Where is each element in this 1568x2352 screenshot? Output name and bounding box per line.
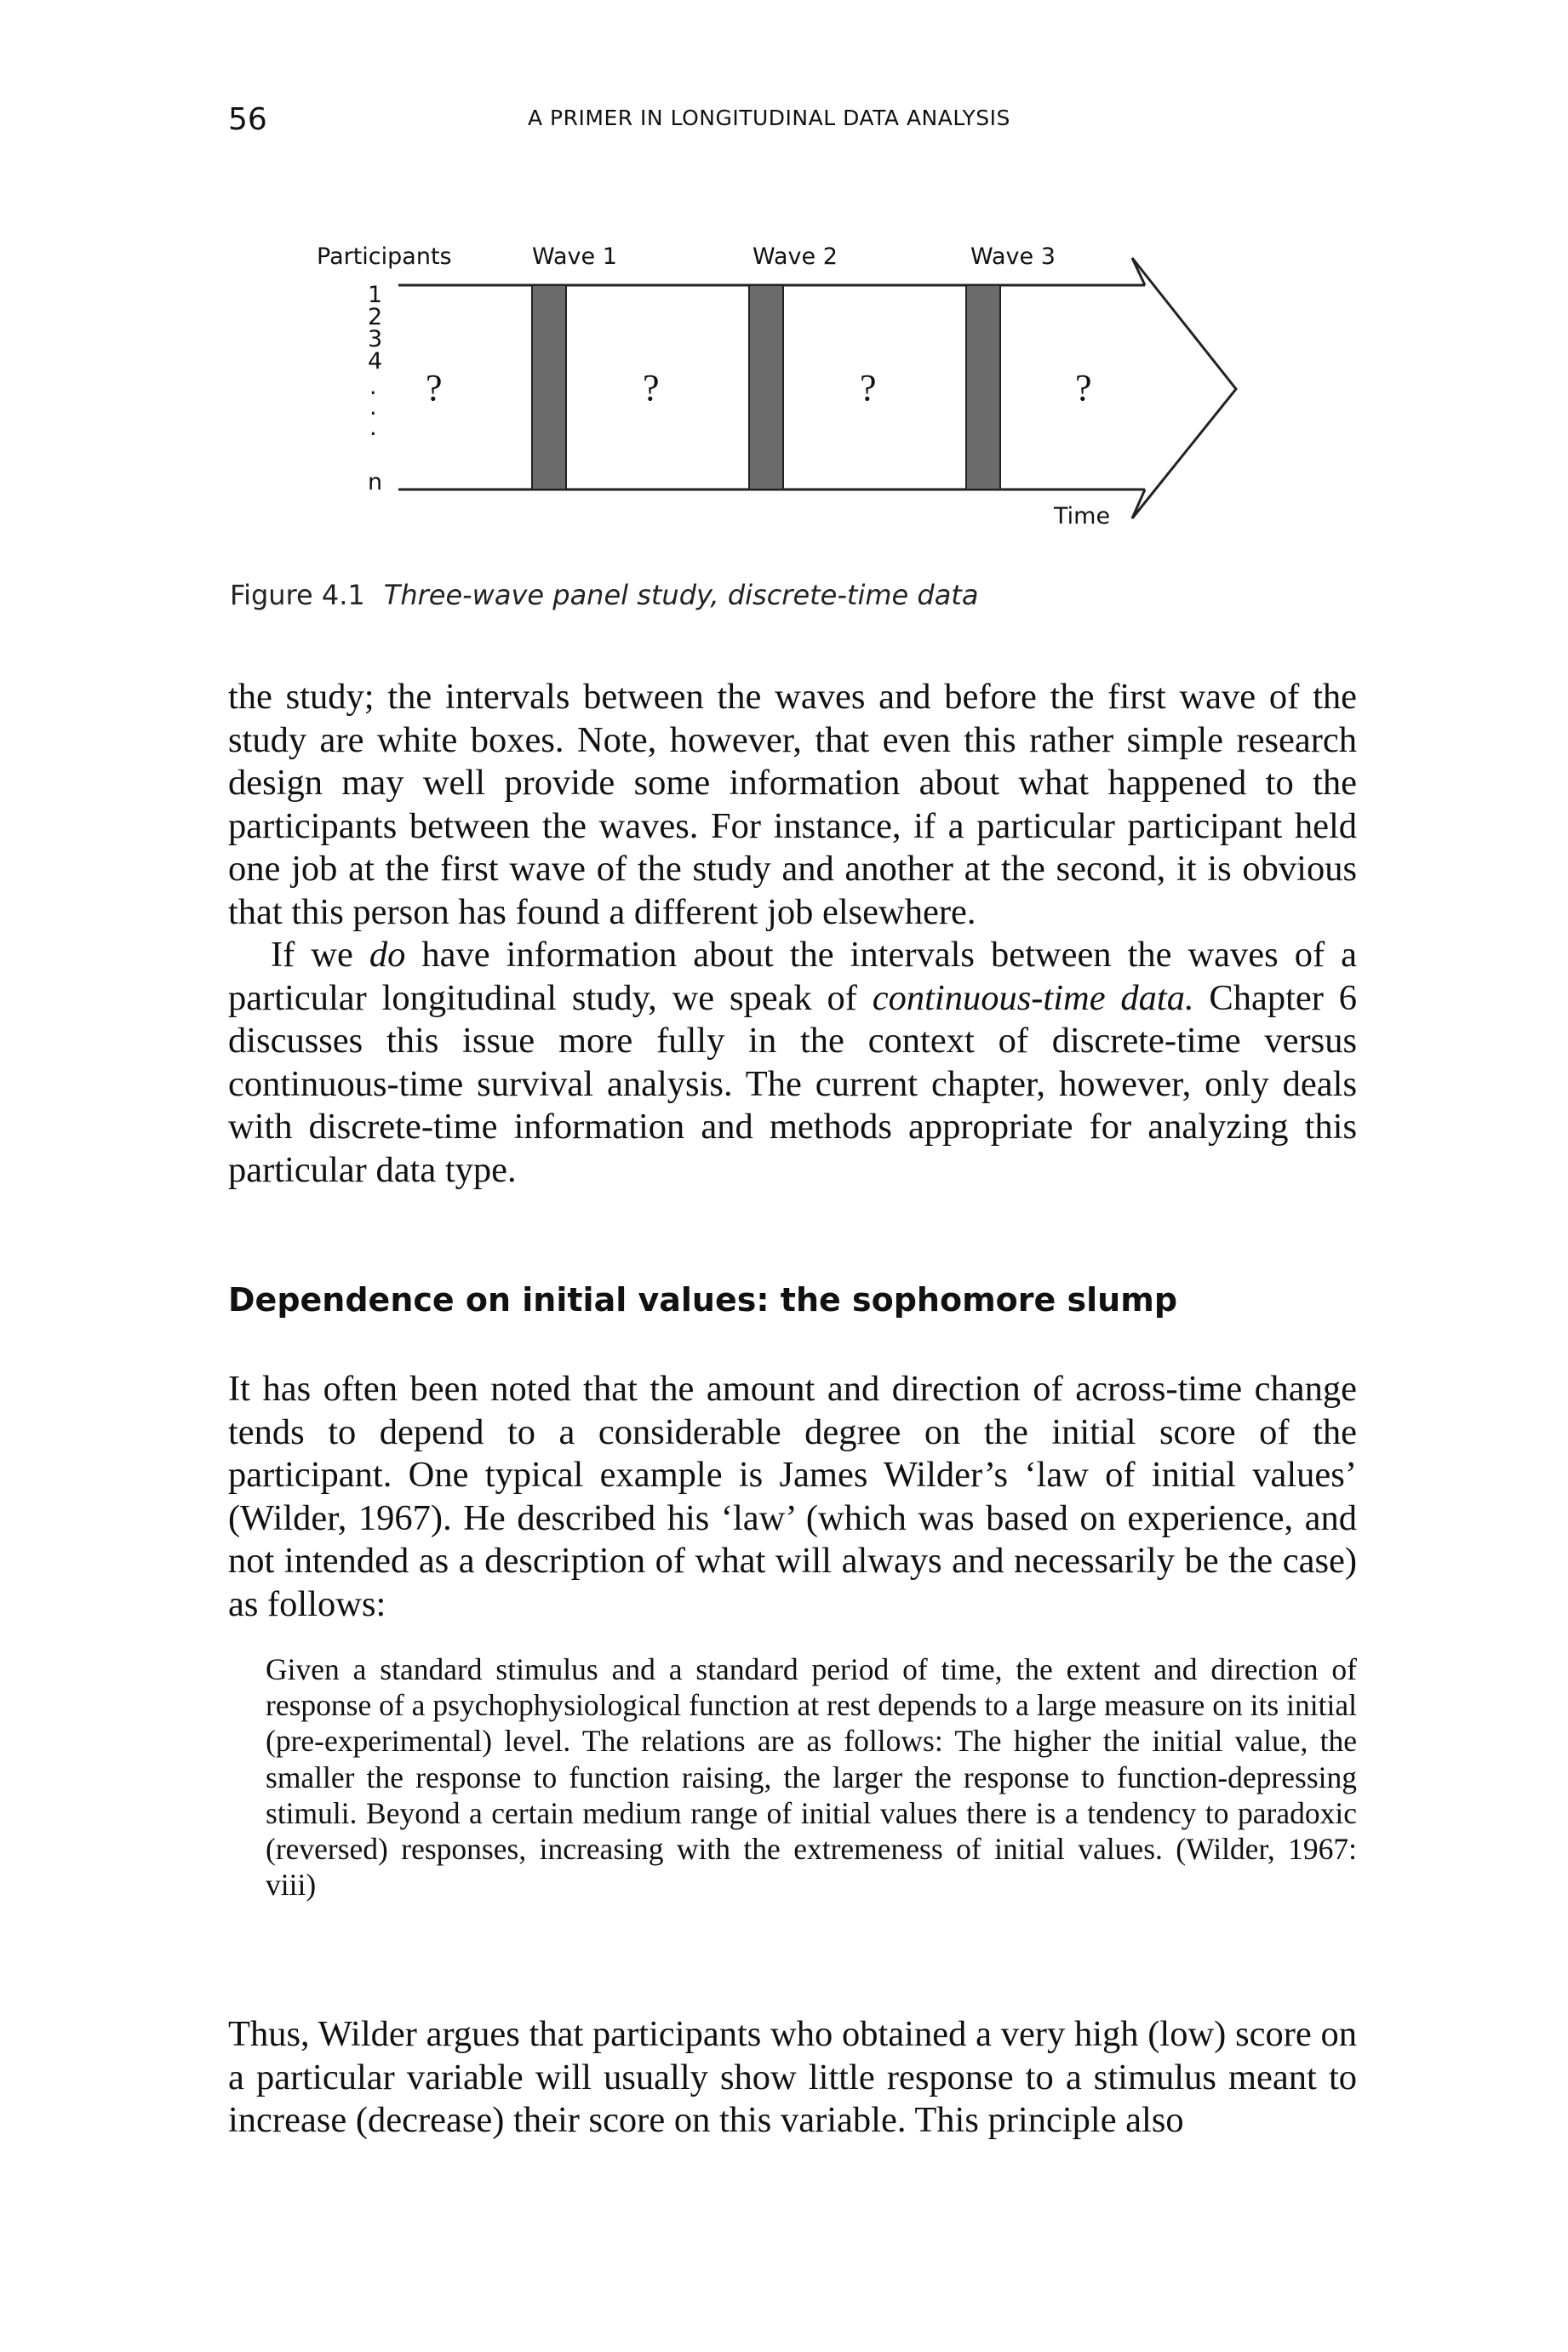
wave-3-label: Wave 3	[970, 243, 1056, 270]
participant-id: 2	[368, 304, 383, 330]
time-label: Time	[1054, 503, 1111, 529]
figure-caption	[230, 579, 978, 611]
para2-emphasis-do: do	[369, 935, 406, 975]
para2-text-b: have information about the intervals between the waves of a particular longitudinal study, we speak of	[228, 935, 1357, 1018]
wave-2-bar	[749, 285, 783, 489]
figure-4-1	[298, 234, 1277, 562]
page-number: 56	[228, 102, 267, 137]
wave-2-label: Wave 2	[753, 243, 838, 270]
time-arrowhead	[1132, 258, 1236, 518]
paragraph-4: Thus, Wilder argues that participants who obtained a very high (low) score on a particular variable will usually show little response to a stimulus meant to increase (decrease) their score on this variable. This principle also	[228, 2014, 1357, 2140]
running-head: A PRIMER IN LONGITUDINAL DATA ANALYSIS	[528, 106, 1010, 130]
para2-text-c: Chapter 6 discusses this issue more fully in the context of discrete-time versus continuous-time survival analysis. The current chapter, however, only deals with discrete-time information and methods appropriate for analyzing this particular data type.	[228, 977, 1357, 1190]
section-heading: Dependence on initial values: the sophomore slump	[228, 1281, 1178, 1319]
participant-id: 1	[368, 282, 383, 308]
participant-id: 3	[368, 326, 383, 352]
paragraph-2	[228, 934, 1357, 1192]
participants-label: Participants	[317, 243, 452, 270]
block-quote: Given a standard stimulus and a standard period of time, the extent and direction of response of a psychophysiological function at rest depends to a large measure on its initial (pre-experimental) level. The relations are as follows: The higher the initial value, the smaller the response to function raising, the larger the response to function-depressing stimuli. Beyond a certain medium range of initial values there is a tendency to paradoxic (reversed) responses, increasing with the extremeness of initial values. (Wilder, 1967: viii)	[266, 1652, 1357, 1903]
para2-emphasis-term: continuous-time data.	[872, 977, 1194, 1018]
paragraph-1: the study; the intervals between the waves and before the first wave of the study are white boxes. Note, however, that even this rather simple research design may well provide some information about what happened to the participants between the waves. For instance, if a particular participant held one job at the first wave of the study and another at the second, it is obvious that this person has found a different job elsewhere.	[228, 677, 1357, 932]
unknown-marker: ?	[860, 367, 877, 409]
participant-id: .	[369, 415, 377, 441]
participant-id: .	[369, 374, 377, 400]
wave-1-bar	[532, 285, 566, 489]
unknown-marker: ?	[1075, 367, 1092, 409]
para2-text-a: If we	[271, 935, 369, 975]
unknown-marker: ?	[426, 367, 443, 409]
wave-3-bar	[966, 285, 1000, 489]
paragraph-3: It has often been noted that the amount and direction of across-time change tends to depend to a considerable degree on the initial score of the participant. One typical example is James Wilder’s ‘law of initial values’ (Wilder, 1967). He described his ‘law’ (which was based on experience, and not intended as a description of what will always and necessarily be the case) as follows:	[228, 1369, 1357, 1624]
unknown-marker: ?	[643, 367, 660, 409]
participant-id: 4	[368, 348, 383, 375]
panel-study-diagram	[298, 234, 1277, 558]
caption-label: Figure 4.1	[230, 579, 365, 611]
wave-1-label: Wave 1	[532, 243, 617, 270]
caption-title: Three-wave panel study, discrete-time data	[383, 579, 979, 611]
participant-id: .	[369, 394, 377, 421]
participant-id: n	[368, 469, 383, 495]
